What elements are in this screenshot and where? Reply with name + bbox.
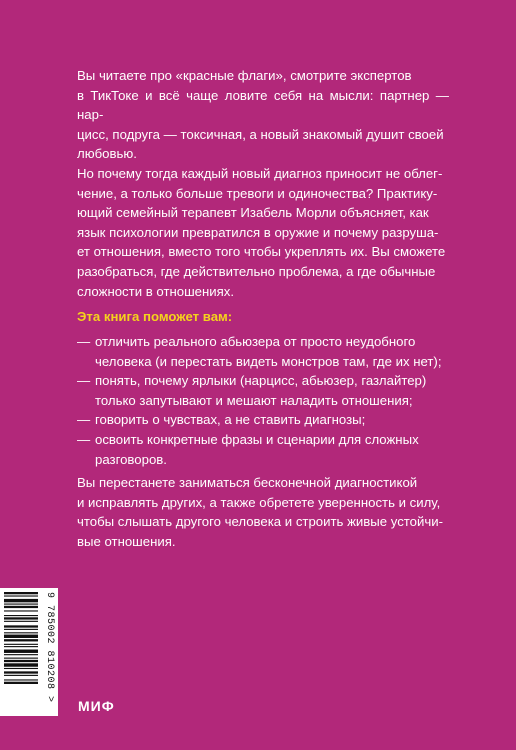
- description-paragraph: [77, 164, 449, 301]
- list-dash: —: [77, 431, 91, 447]
- barcode-bar: [4, 617, 38, 619]
- list-dash: —: [77, 334, 91, 349]
- conclusion-line: Вы перестанете заниматься бесконечной диагностикой: [77, 475, 418, 490]
- list-item: — понять, почему ярлыки (нарцисс, абьюзер, газлайтер) только запутывают и мешают наладить отношения;: [77, 373, 427, 408]
- barcode-bar: [4, 615, 38, 616]
- intro-paragraph: [77, 66, 449, 164]
- barcode-bar: [4, 650, 38, 653]
- list-item: — говорить о чувствах, а не ставить диагнозы;: [77, 410, 457, 430]
- benefits-heading: Эта книга поможет вам:: [77, 309, 233, 324]
- barcode-bar: [4, 668, 38, 669]
- barcode-bar: [4, 592, 38, 594]
- barcode-bar: [4, 621, 38, 622]
- barcode-bar: [4, 679, 38, 680]
- barcode-bar: [4, 658, 38, 659]
- intro-line: Вы читаете про «красные флаги», смотрите экспертов: [77, 68, 412, 83]
- barcode-bars-icon: [0, 588, 42, 716]
- conclusion-line: вые отношения.: [77, 533, 176, 549]
- publisher-logo: МИФ: [78, 698, 115, 714]
- description-line: разобраться, где действительно проблема, а где обычные: [77, 263, 436, 279]
- intro-line: в ТикТоке и всё чаще ловите себя на мысли: партнер — нар-: [77, 87, 449, 123]
- barcode-bar: [4, 604, 38, 605]
- barcode-bar: [4, 646, 38, 647]
- barcode-bar: [4, 625, 38, 627]
- description-line: ет отношения, вместо того чтобы укреплять их. Вы сможете: [77, 244, 446, 260]
- barcode-bar: [4, 644, 38, 645]
- benefits-list: [77, 332, 457, 469]
- barcode-bar: [4, 663, 38, 666]
- barcode-bar: [4, 675, 38, 676]
- barcode-bar: [4, 635, 38, 638]
- barcode-digits: 9 785002 810208 >: [44, 592, 55, 703]
- barcode-bar: [4, 671, 38, 673]
- barcode-bar: [4, 610, 38, 611]
- conclusion-line: чтобы слышать другого человека и строить живые устойчи-: [77, 514, 444, 530]
- list-dash: —: [77, 373, 91, 389]
- list-item: — освоить конкретные фразы и сценарии для сложных разговоров.: [77, 431, 419, 467]
- conclusion-line: и исправлять других, а также обретете уверенность и силу,: [77, 494, 441, 510]
- barcode-bar: [4, 660, 38, 662]
- list-dash: —: [77, 412, 91, 428]
- barcode-bar: [4, 595, 38, 596]
- barcode-bar: [4, 682, 38, 684]
- barcode-bar: [4, 599, 38, 602]
- description-line: сложности в отношениях.: [77, 283, 235, 299]
- isbn-barcode: [0, 588, 58, 716]
- list-item: — отличить реального абьюзера от просто неудобного человека (и перестать видеть монстров там, где их нет);: [77, 334, 442, 369]
- barcode-bar: [4, 654, 38, 655]
- barcode-bar: [4, 629, 38, 630]
- description-line: ющий семейный терапевт Изабель Морли объясняет, как: [77, 205, 429, 221]
- intro-line: цисс, подруга — токсичная, а новый знакомый душит своей: [77, 126, 444, 142]
- barcode-bar: [4, 606, 38, 608]
- barcode-bar: [4, 639, 38, 641]
- conclusion-paragraph: [77, 473, 449, 551]
- description-line: чение, а только больше тревоги и одиночества? Практику-: [77, 185, 438, 201]
- description-line: язык психологии превратился в оружие и почему разруша-: [77, 224, 439, 240]
- intro-line: любовью.: [77, 146, 137, 162]
- description-line: Но почему тогда каждый новый диагноз приносит не облег-: [77, 166, 443, 181]
- barcode-bar: [4, 632, 38, 633]
